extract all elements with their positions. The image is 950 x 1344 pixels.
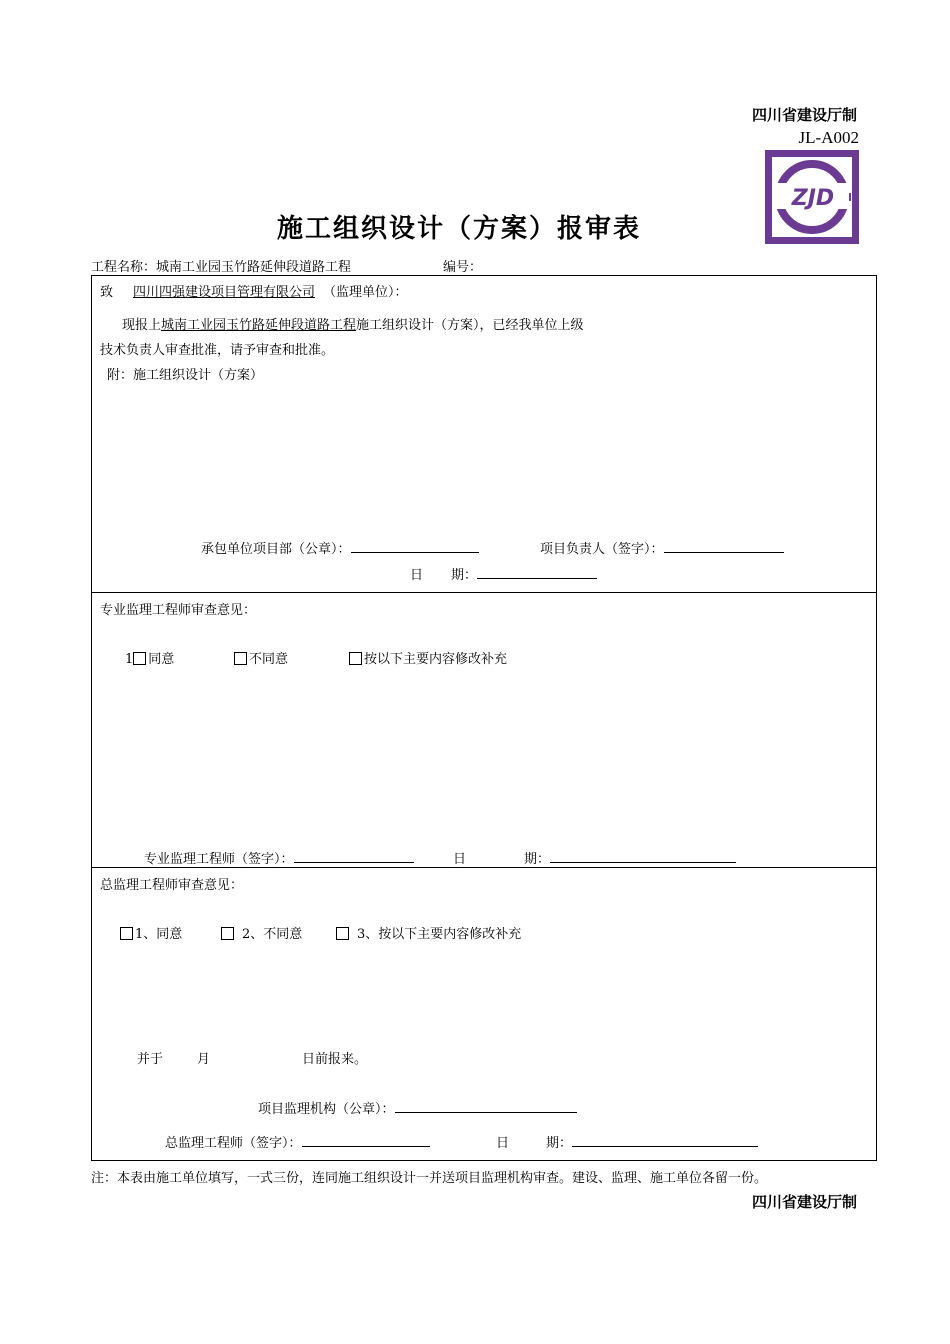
specialist-heading: 专业监理工程师审查意见： (100, 603, 257, 618)
chief-signature-blank[interactable] (302, 1134, 430, 1147)
date-period-label: 期： (546, 1136, 573, 1151)
agree-checkbox[interactable] (133, 652, 146, 665)
agency-label: 项目监理机构（公章）： (258, 1102, 395, 1117)
chief-option3-label: 3、按以下主要内容修改补充 (357, 927, 522, 942)
chief-disagree-checkbox[interactable] (221, 927, 234, 940)
specialist-option-revise[interactable] (349, 648, 507, 667)
to-suffix: （监理单位）： (323, 285, 408, 300)
form-code: JL-A002 (798, 128, 859, 147)
before-day-label: 日前报来。 (302, 1052, 368, 1067)
chief-revise-checkbox[interactable] (336, 927, 349, 940)
issuer-label: 四川省建设厅制 (751, 106, 857, 124)
date-day-label: 日 (410, 568, 424, 583)
footer-issuer: 四川省建设厅制 (751, 1193, 857, 1211)
form-table (91, 275, 877, 1161)
manager-sign-row (540, 538, 784, 557)
manager-label: 项目负责人（签字）： (540, 542, 664, 557)
specialist-option-agree[interactable] (125, 648, 174, 667)
contractor-sign-row (201, 538, 479, 557)
disagree-checkbox[interactable] (234, 652, 247, 665)
chief-option-agree[interactable] (120, 923, 182, 942)
chief-option-disagree[interactable] (221, 923, 302, 942)
chief-date-row (496, 1132, 758, 1151)
manager-signature-blank[interactable] (664, 540, 784, 553)
agency-seal-blank[interactable] (395, 1100, 577, 1113)
contractor-seal-blank[interactable] (351, 540, 479, 553)
chief-option-revise[interactable] (336, 923, 521, 942)
to-prefix: 致 (100, 285, 114, 300)
logo-text: ZJD (791, 186, 835, 211)
agency-seal-row (258, 1098, 577, 1117)
and-in-label: 并于 (137, 1052, 164, 1067)
contractor-label: 承包单位项目部（公章）： (201, 542, 351, 557)
option1-label: 同意 (148, 652, 175, 667)
submission-line-2: 技术负责人审查批准，请予审查和批准。 (100, 343, 335, 358)
date-period-label: 期： (524, 852, 551, 867)
body-suffix: 施工组织设计（方案），已经我单位上级 (356, 318, 584, 333)
addressee-line (100, 281, 408, 300)
attachment-line: 附：施工组织设计（方案） (107, 368, 264, 383)
specialist-option-disagree[interactable] (234, 648, 288, 667)
revise-checkbox[interactable] (349, 652, 362, 665)
specialist-date-row (453, 848, 736, 867)
footer-note: 注：本表由施工单位填写，一式三份，连同施工组织设计一并送项目监理机构审查。建设、监理、施工单位各留一份。 (91, 1171, 768, 1186)
section-divider-1 (91, 592, 877, 593)
option3-label: 按以下主要内容修改补充 (364, 652, 508, 667)
chief-sign-row (165, 1132, 430, 1151)
chief-date-blank[interactable] (572, 1134, 758, 1147)
chief-option2-label: 2、不同意 (242, 927, 303, 942)
chief-option1-label: 1、同意 (135, 927, 183, 942)
engineer-label: 专业监理工程师（签字）： (144, 852, 294, 867)
project-name-value: 城南工业园玉竹路延伸段道路工程 (156, 260, 352, 275)
chief-agree-checkbox[interactable] (120, 927, 133, 940)
body-project: 城南工业园玉竹路延伸段道路工程 (161, 318, 357, 333)
specialist-sign-row (144, 848, 414, 867)
submission-line-1 (122, 314, 584, 333)
option2-label: 不同意 (249, 652, 289, 667)
specialist-date-blank[interactable] (550, 850, 736, 863)
project-name-label: 工程名称： (91, 260, 157, 275)
date-day-label: 日 (453, 852, 467, 867)
option1-prefix: 1 (125, 652, 134, 667)
section1-date-row (410, 564, 597, 583)
chief-heading: 总监理工程师审查意见： (100, 878, 244, 893)
section1-date-blank[interactable] (477, 566, 597, 579)
engineer-signature-blank[interactable] (294, 850, 414, 863)
chief-label: 总监理工程师（签字）： (165, 1136, 302, 1151)
date-period-label: 期： (451, 568, 478, 583)
form-title: 施工组织设计（方案）报审表 (276, 214, 641, 244)
supervisor-name: 四川四强建设项目管理有限公司 (133, 285, 316, 300)
section-divider-2 (91, 867, 877, 868)
number-label: 编号： (443, 260, 483, 275)
body-prefix: 现报上 (122, 318, 162, 333)
month-label: 月 (197, 1052, 211, 1067)
project-name-row (91, 256, 351, 275)
date-day-label: 日 (496, 1136, 510, 1151)
